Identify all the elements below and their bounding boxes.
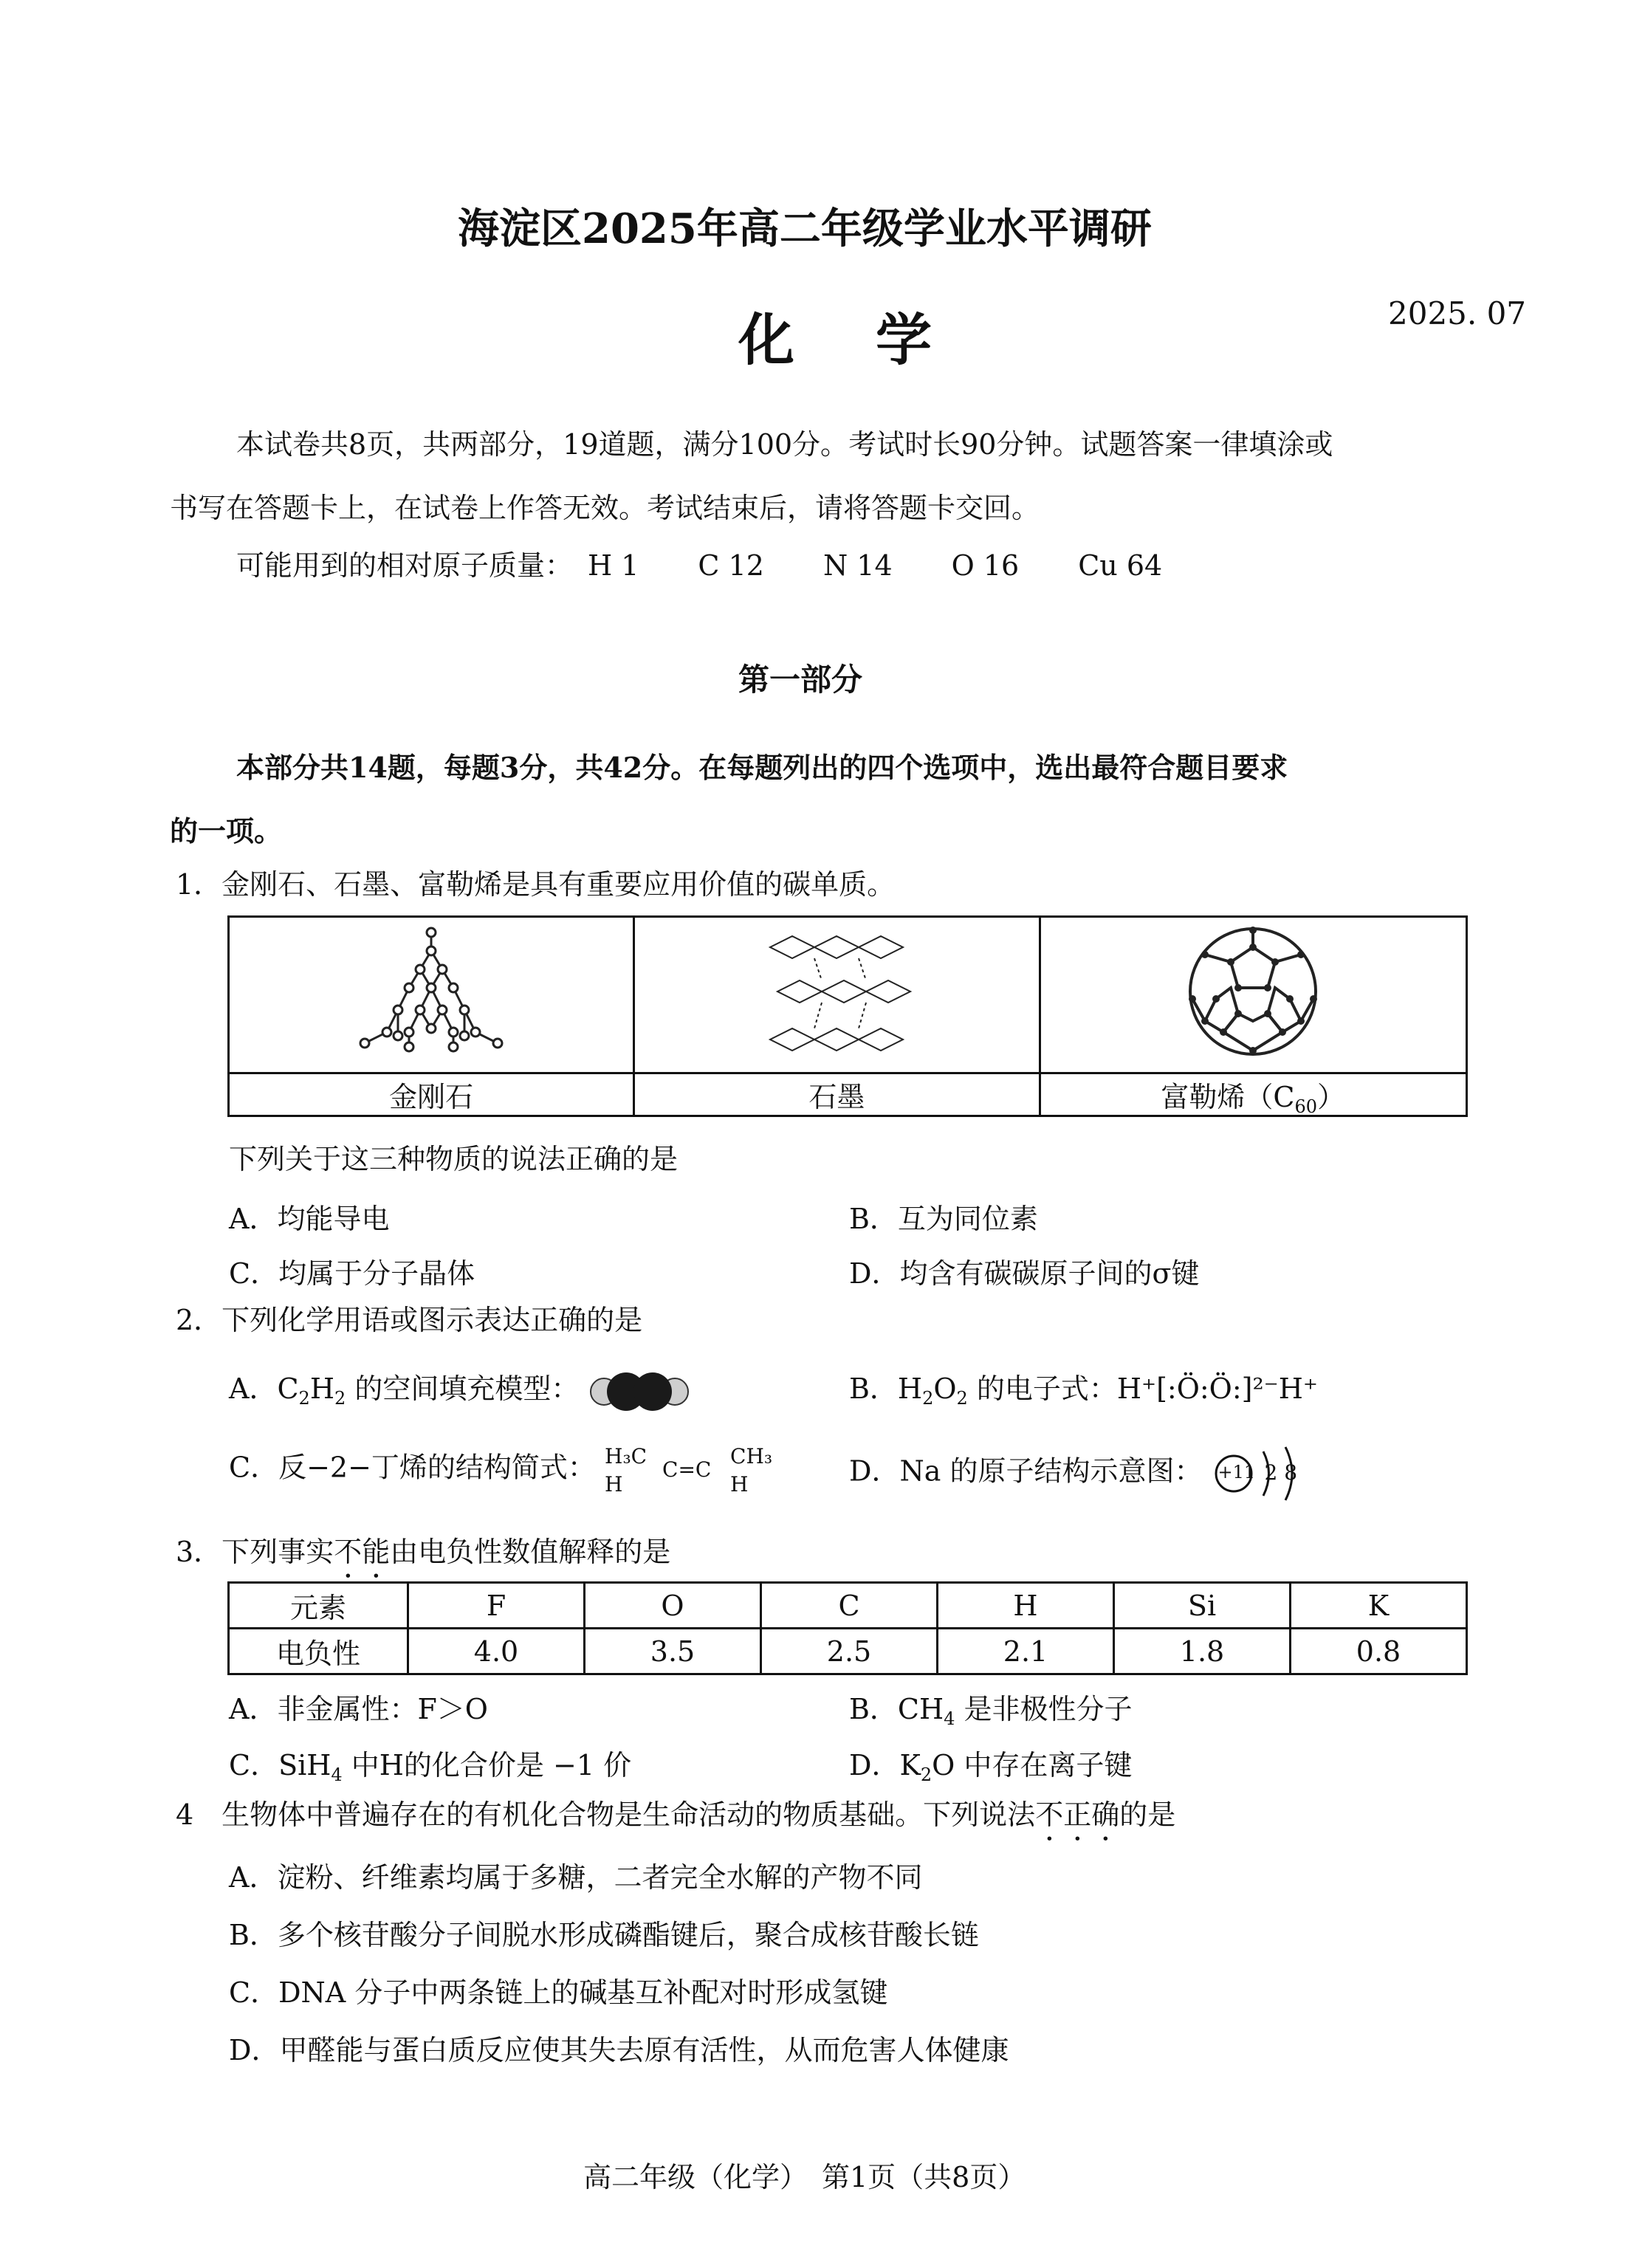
q4-option-c[interactable]: C．DNA 分子中两条链上的碱基互补配对时形成氢键 <box>229 1976 888 2009</box>
h2o2-electron-formula: H⁺[:Ö:Ö:]²⁻H⁺ <box>1116 1372 1318 1405</box>
q2-stem: 2．下列化学用语或图示表达正确的是 <box>176 1304 643 1336</box>
page-footer: 高二年级（化学） 第1页（共8页） <box>583 2161 1026 2193</box>
q1-option-b[interactable]: B．互为同位素 <box>849 1203 1038 1235</box>
table-cell: 2.5 <box>761 1629 938 1674</box>
table-cell: 0.8 <box>1291 1629 1467 1674</box>
trans-2-butene-structure: H₃C H C=C CH₃ H <box>605 1444 773 1496</box>
exam-title: 海淀区2025年高二年级学业水平调研 <box>458 205 1152 253</box>
table-cell: 2.1 <box>938 1629 1114 1674</box>
q1-option-c[interactable]: C．均属于分子晶体 <box>229 1257 475 1290</box>
table-cell: 1.8 <box>1114 1629 1291 1674</box>
q2-option-b[interactable]: B．$H_2O_2$ 的电子式：H⁺[:Ö:Ö:]²⁻H⁺ <box>849 1372 1318 1409</box>
atomic-mass-line <box>236 549 1162 582</box>
part-1-title: 第一部分 <box>738 662 863 698</box>
q4-option-b[interactable]: B．多个核苷酸分子间脱水形成磷酯键后，聚合成核苷酸长链 <box>229 1919 979 1951</box>
atomic-mass-n: N 14 <box>822 549 893 582</box>
q1-question: 下列关于这三种物质的说法正确的是 <box>229 1143 679 1175</box>
graphite-structure-image <box>748 918 925 1065</box>
part-1-instruction-line-2: 的一项。 <box>170 814 283 848</box>
q1-option-d[interactable]: D．均含有碳碳原子间的σ键 <box>849 1257 1200 1290</box>
exam-date: 2025. 07 <box>1388 295 1527 331</box>
table-header-cell: H <box>938 1583 1114 1629</box>
table-header-cell: F <box>408 1583 585 1629</box>
graphite-caption: 石墨 <box>634 1073 1040 1116</box>
q3-option-d[interactable]: D．$K_2O$ 中存在离子键 <box>849 1749 1133 1785</box>
intro-line-2: 书写在答题卡上，在试卷上作答无效。考试结束后，请将答题卡交回。 <box>170 492 1040 524</box>
diamond-structure-image <box>335 918 527 1065</box>
q3-stem: 3．下列事实不能由电负性数值解释的是 <box>176 1536 671 1568</box>
atomic-mass-c: C 12 <box>698 549 764 582</box>
intro-line-1: 本试卷共8页，共两部分，19道题，满分100分。考试时长90分钟。试题答案一律填涂或 <box>236 428 1333 461</box>
q3-option-a[interactable]: A．非金属性：F＞O <box>229 1693 488 1725</box>
table-header-cell: Si <box>1114 1583 1291 1629</box>
q2-option-d[interactable]: D．Na 的原子结构示意图： +11 2 8 <box>849 1444 1315 1503</box>
fullerene-cell <box>1040 917 1467 1073</box>
table-header-cell: K <box>1291 1583 1467 1629</box>
table-cell: 电负性 <box>229 1629 408 1674</box>
graphite-cell <box>634 917 1040 1073</box>
diamond-caption: 金刚石 <box>229 1073 634 1116</box>
q4-option-a[interactable]: A．淀粉、纤维素均属于多糖，二者完全水解的产物不同 <box>229 1861 923 1894</box>
na-atomic-structure-diagram: +11 2 8 <box>1212 1444 1315 1503</box>
diamond-cell <box>229 917 634 1073</box>
part-1-instruction-line-1: 本部分共14题，每题3分，共42分。在每题列出的四个选项中，选出最符合题目要求 <box>236 751 1288 784</box>
q3-option-c[interactable]: C．SiH$_4$ 中H的化合价是 −1 价 <box>229 1749 632 1785</box>
atomic-mass-label: 可能用到的相对原子质量： <box>236 549 574 582</box>
subject-title: 化学 <box>738 307 1013 373</box>
q2-option-c[interactable]: C．反−2−丁烯的结构简式： H₃C H C=C CH₃ H <box>229 1444 774 1496</box>
q2-option-a[interactable]: A．$C_2H_2$ 的空间填充模型： <box>229 1366 691 1412</box>
fullerene-caption: 富勒烯$(C_{60})$ <box>1040 1073 1467 1116</box>
table-header-cell: C <box>761 1583 938 1629</box>
atomic-mass-h: H 1 <box>588 549 639 582</box>
q3-option-b[interactable]: B．$CH_4$ 是非极性分子 <box>849 1693 1133 1729</box>
q4-option-d[interactable]: D．甲醛能与蛋白质反应使其失去原有活性，从而危害人体健康 <box>229 2034 1009 2066</box>
electronegativity-table <box>227 1581 1468 1675</box>
q1-option-a[interactable]: A．均能导电 <box>229 1203 390 1235</box>
table-cell: 3.5 <box>585 1629 761 1674</box>
q4-stem: 4 生物体中普遍存在的有机化合物是生命活动的物质基础。下列说法不正确的是 <box>176 1798 1176 1831</box>
q1-stem: 1．金刚石、石墨、富勒烯是具有重要应用价值的碳单质。 <box>176 868 896 901</box>
table-header-cell: O <box>585 1583 761 1629</box>
atomic-mass-cu: Cu 64 <box>1078 549 1163 582</box>
table-cell: 4.0 <box>408 1629 585 1674</box>
atomic-mass-o: O 16 <box>951 549 1020 582</box>
c2h2-space-filling-model-icon <box>588 1371 691 1412</box>
table-header-cell: 元素 <box>229 1583 408 1629</box>
q1-figure-table <box>227 915 1468 1117</box>
fullerene-structure-image <box>1172 918 1334 1065</box>
